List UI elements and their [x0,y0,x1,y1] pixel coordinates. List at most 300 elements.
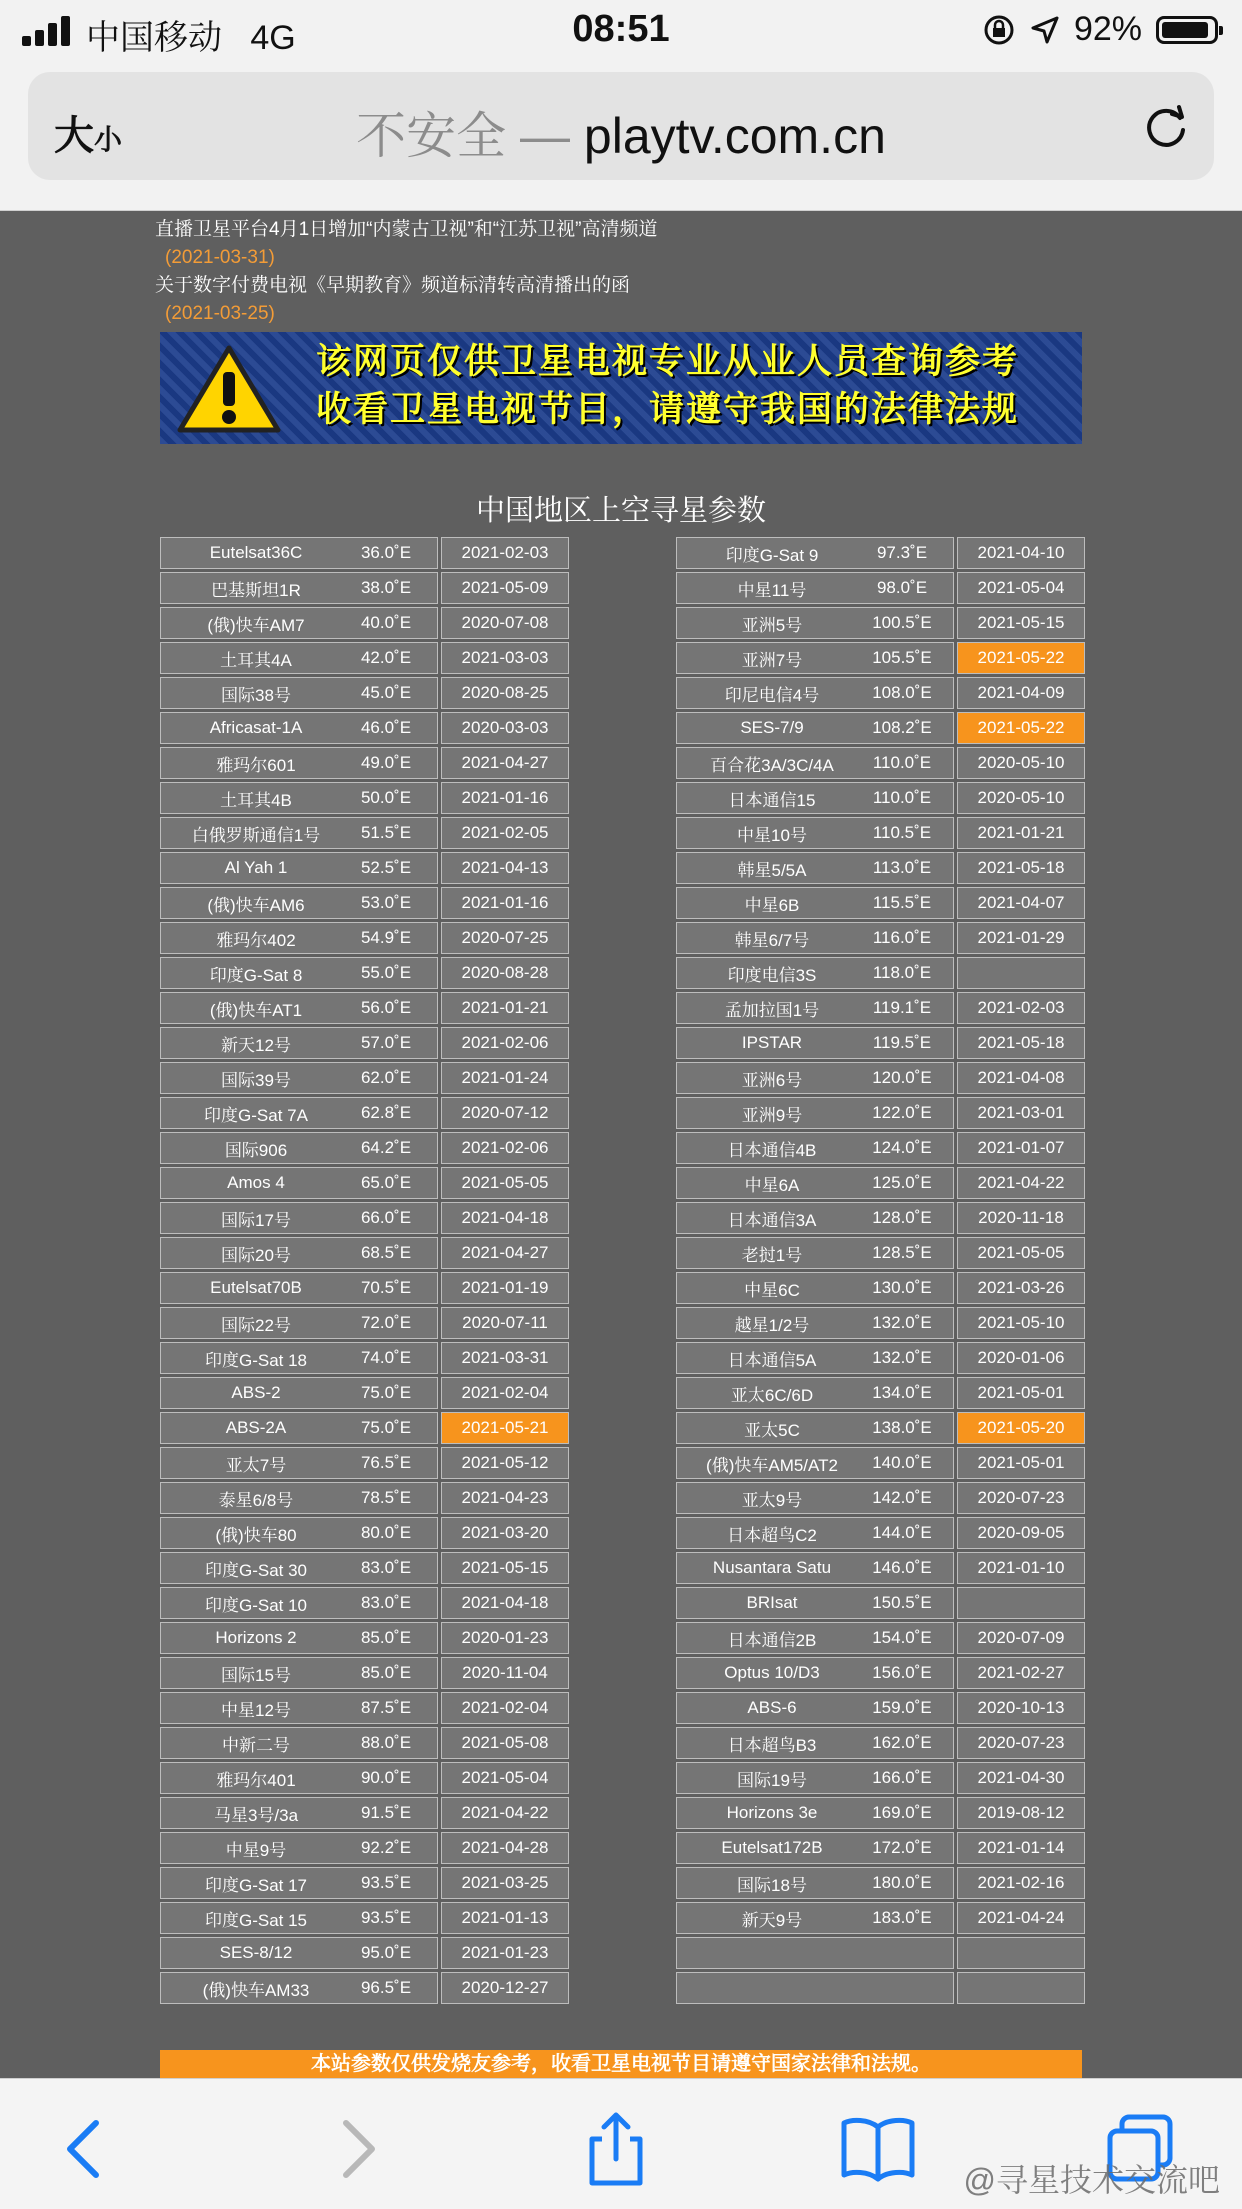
table-row [676,572,1085,604]
satellite-cell[interactable] [160,1692,438,1724]
update-date[interactable]: 2021-05-15 [441,1552,569,1584]
table-row [160,1657,569,1689]
satellite-cell[interactable] [676,572,954,604]
satellite-cell[interactable] [160,1342,438,1374]
update-date[interactable]: 2021-02-16 [957,1867,1085,1899]
orbit-position: 88.0˚E [360,1733,412,1752]
satellite-cell[interactable] [160,747,438,779]
satellite-name: 国际15号 [221,1665,291,1685]
table-row [676,1587,1085,1619]
update-date[interactable]: 2020-01-06 [957,1342,1085,1374]
table-row [160,817,569,849]
satellite-name: 印尼电信4号 [724,685,820,705]
satellite-cell[interactable] [160,677,438,709]
orbit-position: 75.0˚E [360,1418,412,1437]
orbit-position [859,1973,945,2003]
reload-icon[interactable] [1140,100,1192,152]
satellite-name: 日本通信2B [727,1630,817,1650]
update-date[interactable]: 2021-03-25 [441,1867,569,1899]
satellite-cell[interactable] [676,1447,954,1479]
table-row [160,887,569,919]
satellite-cell[interactable] [676,1902,954,1934]
satellite-name: 亚太7号 [225,1455,287,1475]
satellite-cell[interactable] [160,1937,438,1969]
update-date[interactable]: 2021-01-23 [441,1937,569,1969]
update-date[interactable]: 2021-05-18 [957,852,1085,884]
table-row [160,992,569,1024]
banner-line-2: 收看卫星电视节目，请遵守我国的法律法规 [316,389,1020,430]
update-date[interactable]: 2021-02-06 [441,1132,569,1164]
update-date[interactable]: 2021-04-08 [957,1062,1085,1094]
satellite-name: 印度G-Sat 9 [725,545,819,565]
orbit-position: 46.0˚E [360,718,412,737]
table-row [676,1167,1085,1199]
satellite-cell[interactable] [160,1587,438,1619]
update-date[interactable]: 2021-04-22 [957,1167,1085,1199]
table-row [676,1342,1085,1374]
satellite-cell[interactable] [676,1237,954,1269]
update-date[interactable]: 2021-05-05 [441,1167,569,1199]
update-date[interactable]: 2020-08-28 [441,957,569,989]
satellite-cell[interactable] [676,1727,954,1759]
satellite-name: ABS-2 [231,1383,281,1402]
news-date: (2021-03-25) [165,303,275,324]
update-date[interactable]: 2021-04-18 [441,1587,569,1619]
update-date[interactable]: 2020-07-23 [957,1482,1085,1514]
update-date[interactable]: 2021-04-07 [957,887,1085,919]
table-row [160,1692,569,1724]
satellite-cell[interactable] [160,887,438,919]
update-date[interactable]: 2021-05-10 [957,1307,1085,1339]
update-date[interactable]: 2021-05-04 [441,1762,569,1794]
update-date[interactable]: 2020-10-13 [957,1692,1085,1724]
satellite-cell[interactable] [160,1867,438,1899]
update-date[interactable]: 2020-07-25 [441,922,569,954]
table-row [160,1762,569,1794]
orbit-position: 150.5˚E [872,1593,932,1612]
orbit-position: 162.0˚E [872,1733,932,1752]
satellite-cell[interactable] [160,1727,438,1759]
satellite-name: Horizons 2 [215,1628,297,1647]
satellite-name: Amos 4 [227,1173,285,1192]
satellite-cell[interactable] [160,1832,438,1864]
satellite-cell[interactable] [676,1762,954,1794]
satellite-name: 亚太6C/6D [730,1385,814,1405]
update-date[interactable]: 2021-01-29 [957,922,1085,954]
orbit-position: 110.0˚E [872,788,932,807]
satellite-cell[interactable] [676,1552,954,1584]
status-right [982,10,1218,49]
update-date[interactable] [957,1587,1085,1619]
satellite-cell[interactable] [160,712,438,744]
table-row [676,1132,1085,1164]
satellite-cell[interactable] [160,1202,438,1234]
satellite-name: (俄)快车AM6 [207,895,305,915]
orbit-position: 95.0˚E [360,1943,412,1962]
orbit-position: 132.0˚E [872,1313,932,1332]
table-row [160,1202,569,1234]
satellite-cell[interactable] [160,1097,438,1129]
table-row [676,1272,1085,1304]
satellite-cell[interactable] [676,747,954,779]
satellite-name: ABS-6 [747,1698,797,1717]
satellite-cell[interactable] [676,852,954,884]
satellite-cell[interactable] [160,1027,438,1059]
satellite-cell[interactable] [676,1517,954,1549]
satellite-cell[interactable] [676,1097,954,1129]
update-date[interactable]: 2020-07-23 [957,1727,1085,1759]
satellite-cell[interactable] [160,1657,438,1689]
orbit-position: 75.0˚E [360,1383,412,1402]
satellite-name: 百合花3A/3C/4A [710,755,834,775]
news-item[interactable]: 关于数字付费电视《早期教育》频道标清转高清播出的函 [155,275,631,296]
satellite-name: 印度G-Sat 30 [204,1560,308,1580]
bookmarks-icon[interactable] [838,2109,918,2189]
satellite-cell[interactable] [160,922,438,954]
orbit-position: 36.0˚E [360,543,412,562]
orbit-position: 108.0˚E [872,683,932,702]
satellite-name: 中新二号 [222,1735,290,1755]
update-date[interactable]: 2020-07-11 [441,1307,569,1339]
update-date[interactable]: 2021-01-19 [441,1272,569,1304]
satellite-name: 雅玛尔601 [216,755,296,775]
table-row [160,782,569,814]
satellite-cell[interactable] [676,992,954,1024]
satellite-cell[interactable] [160,1622,438,1654]
satellite-cell[interactable] [160,957,438,989]
update-date[interactable]: 2021-05-08 [441,1727,569,1759]
satellite-cell[interactable] [676,677,954,709]
satellite-cell[interactable] [676,782,954,814]
satellite-cell[interactable] [676,887,954,919]
update-date[interactable]: 2021-01-16 [441,887,569,919]
update-date[interactable]: 2020-11-18 [957,1202,1085,1234]
satellite-name: 土耳其4B [220,790,292,810]
satellite-cell[interactable] [160,1972,438,2004]
satellite-cell[interactable] [676,1027,954,1059]
update-date[interactable]: 2021-05-15 [957,607,1085,639]
update-date[interactable]: 2021-05-04 [957,572,1085,604]
table-row [676,887,1085,919]
update-date[interactable]: 2021-03-03 [441,642,569,674]
update-date[interactable]: 2021-05-05 [957,1237,1085,1269]
table-row [676,607,1085,639]
url-display[interactable]: 不安全 — playtv.com.cn [356,108,886,164]
update-date[interactable]: 2021-05-01 [957,1377,1085,1409]
orbit-position: 50.0˚E [360,788,412,807]
orbit-position: 118.0˚E [872,963,932,982]
satellite-cell[interactable] [676,1132,954,1164]
update-date[interactable]: 2020-11-04 [441,1657,569,1689]
satellite-name: 韩星6/7号 [734,930,810,950]
satellite-cell[interactable] [160,1447,438,1479]
satellite-cell[interactable] [160,1412,438,1444]
news-item[interactable]: 直播卫星平台4月1日增加“内蒙古卫视”和“江苏卫视”高清频道 [155,219,658,240]
satellite-name: 国际17号 [221,1210,291,1230]
orbit-position: 49.0˚E [360,753,412,772]
footer-notice: 本站参数仅供发烧友参考，收看卫星电视节目请遵守国家法律和法规。 [160,2050,1082,2078]
satellite-cell[interactable] [160,1902,438,1934]
table-row [676,1552,1085,1584]
orbit-position: 138.0˚E [872,1418,932,1437]
update-date[interactable]: 2020-05-10 [957,747,1085,779]
update-date[interactable]: 2021-01-24 [441,1062,569,1094]
orbit-position: 97.3˚E [876,543,928,562]
battery-percent: 92% [1073,10,1142,48]
update-date[interactable]: 2021-03-26 [957,1272,1085,1304]
update-date[interactable]: 2021-04-28 [441,1832,569,1864]
table-row [160,1972,569,2004]
satellite-cell[interactable] [676,1482,954,1514]
satellite-cell[interactable] [676,607,954,639]
satellite-name: (俄)快车AM33 [202,1980,310,2000]
satellite-cell[interactable] [676,1622,954,1654]
update-date[interactable]: 2020-09-05 [957,1517,1085,1549]
orbit-position: 119.5˚E [872,1033,932,1052]
orbit-position: 156.0˚E [872,1663,932,1682]
satellite-cell[interactable] [160,572,438,604]
update-date[interactable]: 2021-04-23 [441,1482,569,1514]
satellite-name: SES-8/12 [219,1943,293,1962]
satellite-cell[interactable] [676,1692,954,1724]
update-date[interactable]: 2021-05-01 [957,1447,1085,1479]
satellite-cell[interactable] [160,817,438,849]
update-date[interactable]: 2021-01-13 [441,1902,569,1934]
satellite-cell[interactable] [160,1482,438,1514]
satellite-cell[interactable] [676,817,954,849]
satellite-cell[interactable] [160,1272,438,1304]
carrier-name: 中国移动 [86,19,222,57]
satellite-cell[interactable] [676,537,954,569]
satellite-cell[interactable] [160,1797,438,1829]
satellite-cell[interactable] [676,1867,954,1899]
table-row [676,677,1085,709]
satellite-name: 国际38号 [221,685,291,705]
orbit-position: 100.5˚E [872,613,932,632]
update-date[interactable]: 2021-03-01 [957,1097,1085,1129]
update-date[interactable]: 2020-05-10 [957,782,1085,814]
update-date[interactable]: 2021-05-22 [957,712,1085,744]
table-row [160,1867,569,1899]
table-row [160,1342,569,1374]
satellite-cell[interactable] [160,782,438,814]
update-date[interactable]: 2021-04-18 [441,1202,569,1234]
update-date[interactable]: 2020-07-08 [441,607,569,639]
satellite-name: 亚太9号 [741,1490,803,1510]
satellite-cell[interactable] [676,1167,954,1199]
table-row [160,572,569,604]
orbit-position: 134.0˚E [872,1383,932,1402]
update-date[interactable]: 2021-04-22 [441,1797,569,1829]
satellite-cell[interactable] [160,992,438,1024]
table-row [160,1902,569,1934]
update-date[interactable] [957,1972,1085,2004]
update-date[interactable]: 2021-02-03 [441,537,569,569]
satellite-cell[interactable] [676,1972,954,2004]
satellite-name: 印度G-Sat 8 [209,965,303,985]
satellite-name: 国际18号 [737,1875,807,1895]
update-date[interactable]: 2021-02-03 [957,992,1085,1024]
update-date[interactable]: 2021-04-09 [957,677,1085,709]
update-date[interactable]: 2021-05-21 [441,1412,569,1444]
update-date[interactable]: 2019-08-12 [957,1797,1085,1829]
update-date[interactable]: 2020-12-27 [441,1972,569,2004]
update-date[interactable]: 2021-02-04 [441,1377,569,1409]
satellite-name: 日本超鸟B3 [727,1735,817,1755]
table-row [676,1062,1085,1094]
update-date[interactable]: 2021-01-21 [441,992,569,1024]
satellite-cell[interactable] [160,642,438,674]
satellite-cell[interactable] [676,1937,954,1969]
satellite-name: 国际39号 [221,1070,291,1090]
orbit-position: 110.5˚E [872,823,932,842]
satellite-cell[interactable] [160,1237,438,1269]
satellite-cell[interactable] [676,1202,954,1234]
satellite-cell[interactable] [160,1377,438,1409]
satellite-cell[interactable] [160,1517,438,1549]
update-date[interactable]: 2021-05-20 [957,1412,1085,1444]
update-date[interactable]: 2021-04-30 [957,1762,1085,1794]
orbit-position: 146.0˚E [872,1558,932,1577]
orbit-position: 54.9˚E [360,928,412,947]
update-date[interactable]: 2020-01-23 [441,1622,569,1654]
table-row [160,1412,569,1444]
update-date[interactable]: 2021-01-10 [957,1552,1085,1584]
update-date[interactable]: 2020-07-09 [957,1622,1085,1654]
update-date[interactable]: 2021-03-20 [441,1517,569,1549]
satellite-cell[interactable] [676,1587,954,1619]
satellite-name: 孟加拉国1号 [724,1000,820,1020]
satellite-cell[interactable] [676,922,954,954]
orbit-position: 122.0˚E [872,1103,932,1122]
news-list [155,216,1095,328]
update-date[interactable]: 2020-07-12 [441,1097,569,1129]
satellite-cell[interactable] [160,852,438,884]
satellite-cell[interactable] [160,1132,438,1164]
update-date[interactable]: 2020-03-03 [441,712,569,744]
update-date[interactable]: 2021-01-07 [957,1132,1085,1164]
orbit-position: 92.2˚E [360,1838,412,1857]
browser-toolbar [0,2078,1242,2209]
satellite-name: 马星3号/3a [213,1805,299,1825]
satellite-name: 巴基斯坦1R [211,580,301,600]
satellite-name: 白俄罗斯通信1号 [191,825,321,845]
satellite-name: Nusantara Satu [712,1558,832,1577]
satellite-cell[interactable] [676,1657,954,1689]
update-date[interactable]: 2021-05-09 [441,572,569,604]
text-size-button[interactable]: 大小 [54,114,123,158]
update-date[interactable]: 2021-04-27 [441,747,569,779]
table-row [160,1307,569,1339]
table-row [676,922,1085,954]
satellite-name: 国际906 [224,1140,288,1160]
satellite-cell[interactable] [676,712,954,744]
orbit-position: 116.0˚E [872,928,932,947]
update-date[interactable]: 2021-02-05 [441,817,569,849]
table-row [160,712,569,744]
satellite-name: (俄)快车AM5/AT2 [706,1455,838,1475]
satellite-name: 越星1/2号 [734,1315,810,1335]
satellite-cell[interactable] [676,1062,954,1094]
satellite-name: 雅玛尔401 [216,1770,296,1790]
table-row [676,1027,1085,1059]
satellite-cell[interactable] [160,1552,438,1584]
update-date[interactable]: 2021-04-24 [957,1902,1085,1934]
orbit-position: 128.5˚E [872,1243,932,1262]
satellite-cell[interactable] [160,537,438,569]
back-icon[interactable] [46,2109,126,2189]
update-date[interactable]: 2021-05-22 [957,642,1085,674]
update-date[interactable]: 2021-04-10 [957,537,1085,569]
satellite-name: BRIsat [746,1593,798,1612]
update-date[interactable]: 2021-04-27 [441,1237,569,1269]
satellite-cell[interactable] [160,1762,438,1794]
table-row [160,1447,569,1479]
update-date[interactable]: 2021-01-21 [957,817,1085,849]
orbit-position: 42.0˚E [360,648,412,667]
update-date[interactable]: 2021-01-14 [957,1832,1085,1864]
satellite-cell[interactable] [676,642,954,674]
update-date[interactable]: 2021-02-06 [441,1027,569,1059]
address-bar[interactable] [28,72,1214,180]
update-date[interactable]: 2021-04-13 [441,852,569,884]
table-row [160,1587,569,1619]
orbit-position: 76.5˚E [360,1453,412,1472]
update-date[interactable]: 2021-05-12 [441,1447,569,1479]
table-row [160,1132,569,1164]
satellite-cell[interactable] [676,1307,954,1339]
update-date[interactable] [957,957,1085,989]
satellite-cell[interactable] [676,1342,954,1374]
orbit-position: 108.2˚E [872,718,932,737]
satellite-cell[interactable] [160,1062,438,1094]
satellite-cell[interactable] [676,1797,954,1829]
table-row [160,1622,569,1654]
satellite-cell[interactable] [160,1167,438,1199]
table-row [676,1657,1085,1689]
satellite-cell[interactable] [160,1307,438,1339]
orbit-position: 57.0˚E [360,1033,412,1052]
table-row [676,1762,1085,1794]
satellite-cell[interactable] [676,1412,954,1444]
update-date[interactable]: 2021-02-04 [441,1692,569,1724]
share-icon[interactable] [576,2109,656,2189]
warning-icon [174,342,284,436]
table-row [676,1867,1085,1899]
orbit-position: 142.0˚E [872,1488,932,1507]
satellite-cell[interactable] [676,957,954,989]
update-date[interactable] [957,1937,1085,1969]
table-row [676,1902,1085,1934]
table-row [160,1027,569,1059]
update-date[interactable]: 2021-01-16 [441,782,569,814]
update-date[interactable]: 2020-08-25 [441,677,569,709]
satellite-cell[interactable] [160,607,438,639]
update-date[interactable]: 2021-05-18 [957,1027,1085,1059]
table-row [676,1447,1085,1479]
page-title: 中国地区上空寻星参数 [475,495,766,527]
satellite-cell[interactable] [676,1377,954,1409]
satellite-name: 土耳其4A [220,650,292,670]
orientation-lock-icon [982,13,1016,47]
update-date[interactable]: 2021-03-31 [441,1342,569,1374]
table-row [676,992,1085,1024]
update-date[interactable]: 2021-02-27 [957,1657,1085,1689]
satellite-cell[interactable] [676,1832,954,1864]
orbit-position: 90.0˚E [360,1768,412,1787]
satellite-cell[interactable] [676,1272,954,1304]
satellite-name: Optus 10/D3 [724,1663,820,1682]
